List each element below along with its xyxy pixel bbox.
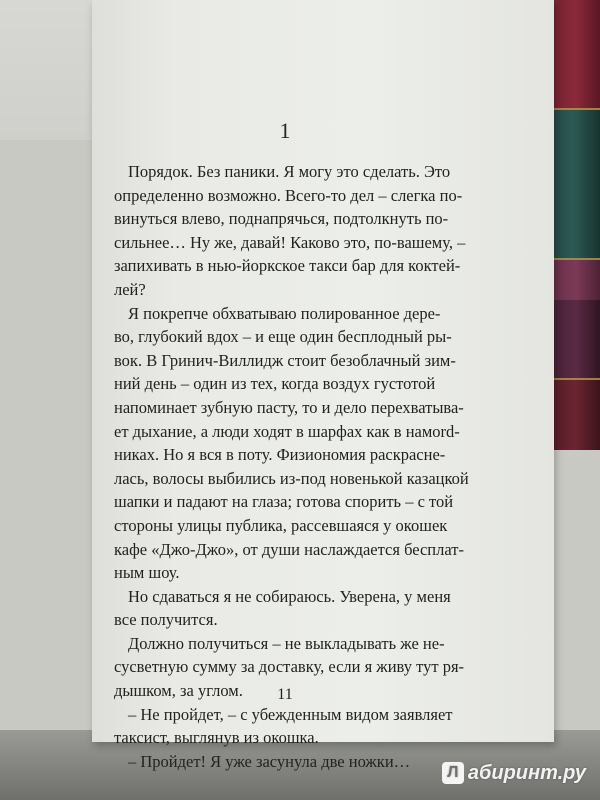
text-line: Но сдаваться я не собираюсь. Уверена, у меня xyxy=(128,586,451,606)
text-line: кафе «Джо-Джо», от души наслаждается бесплат- xyxy=(114,539,464,559)
watermark-text: абиринт.ру xyxy=(467,761,586,784)
text-line: определенно возможно. Всего-то дел – слегка по- xyxy=(114,185,463,205)
text-line: – Не пройдет, – с убежденным видом заявляет xyxy=(128,704,453,724)
text-line: – Пройдет! Я уже засунула две ножки… xyxy=(128,751,411,771)
text-line: лась, волосы выбились из-под новенькой казацкой xyxy=(114,468,469,488)
text-line: Порядок. Без паники. Я могу это сделать. Это xyxy=(128,162,451,181)
labirint-logo-icon: Л xyxy=(442,762,464,784)
text-line: дышком, за углом. xyxy=(114,681,243,701)
text-line: ет дыхание, а люди ходят в шарфах как в намord- xyxy=(114,421,460,441)
text-line: напоминает зубную пасту, то и дело перехватыва- xyxy=(114,397,464,417)
text-line: таксист, выглянув из окошка. xyxy=(114,728,319,748)
text-line: сусветную сумму за доставку, если я живу тут ря- xyxy=(114,657,465,677)
text-line: никах. Но я вся в поту. Физиономия раскрасне- xyxy=(114,445,446,465)
text-line: шапки и падают на глаза; готова спорить – с той xyxy=(114,492,454,512)
text-line: ным шоу. xyxy=(114,563,180,583)
text-line: стороны улицы публика, рассевшаяся у окошек xyxy=(114,515,448,535)
text-line: все получится. xyxy=(114,610,218,630)
text-line: ний день – один из тех, когда воздух густотой xyxy=(114,374,436,394)
watermark xyxy=(442,760,586,786)
book-page xyxy=(92,0,554,771)
page-number: 11 xyxy=(277,686,293,703)
text-line: во, глубокий вдох – и еще один бесплодный ры- xyxy=(114,327,452,347)
text-line: винуться влево, поднапрячься, подтолкнуть по- xyxy=(114,209,449,229)
text-line: сильнее… Ну же, давай! Каково это, по-вашему, – xyxy=(114,232,466,252)
text-line: Должно получиться – не выкладывать же не- xyxy=(128,633,445,653)
text-line: запихивать в нью-йоркское такси бар для коктей- xyxy=(114,256,461,276)
text-line: вок. В Гринич-Виллидж стоит безоблачный зим- xyxy=(114,350,456,370)
text-line: Я покрепче обхватываю полированное дере- xyxy=(128,303,441,323)
body-text xyxy=(114,160,480,773)
chapter-number: 1 xyxy=(279,118,291,143)
text-line: лей? xyxy=(114,279,146,299)
